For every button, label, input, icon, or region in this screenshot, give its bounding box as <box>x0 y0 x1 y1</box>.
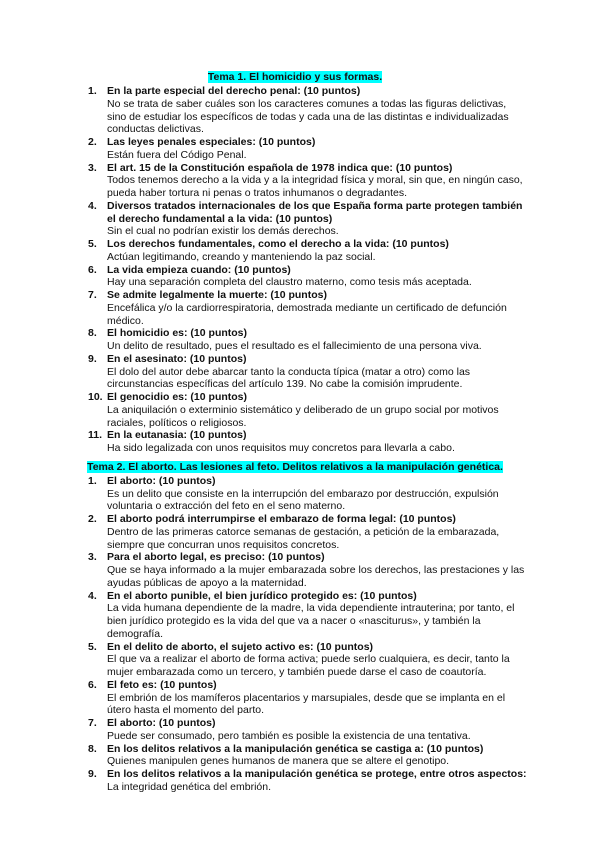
answer-text: El dolo del autor debe abarcar tanto la conducta típica (matar a otro) como las circunstancias específicas del artículo 139. No cabe la comisión imprudente. <box>107 365 471 391</box>
item-number: 2. <box>88 136 97 148</box>
item-number: 1. <box>88 85 97 97</box>
question-text: El genocidio es: (10 puntos) <box>107 391 248 403</box>
question-list-2 <box>88 475 528 794</box>
answer-text: Están fuera del Código Penal. <box>107 148 247 161</box>
list-item <box>88 238 528 264</box>
answer-text: Puede ser consumado, pero también es posible la existencia de una tentativa. <box>107 729 471 742</box>
question-text: El feto es: (10 puntos) <box>107 678 217 691</box>
question-text: En los delitos relativos a la manipulación genética se castiga a: (10 puntos) <box>107 742 484 755</box>
question-text: La vida empieza cuando: (10 puntos) <box>107 263 291 276</box>
question-list-1 <box>88 85 528 455</box>
section-title-2: Tema 2. El aborto. Las lesiones al feto. Delitos relativos a la manipulación genética. <box>87 460 503 473</box>
item-number: 7. <box>88 289 97 301</box>
item-number: 1. <box>88 474 97 487</box>
answer-text: Actúan legitimando, creando y manteniendo la paz social. <box>107 250 376 263</box>
item-number: 2. <box>88 513 97 525</box>
item-number: 9. <box>88 768 97 780</box>
answer-text: Es un delito que consiste en la interrupción del embarazo por destrucción, expulsión voluntaria o extracción del feto en el seno materno. <box>107 487 499 513</box>
question-text: El art. 15 de la Constitución española de 1978 indica que: (10 puntos) <box>107 161 453 174</box>
list-item <box>88 551 528 589</box>
item-number: 5. <box>88 238 97 250</box>
answer-text: La vida humana dependiente de la madre, la vida dependiente intrauterina; por tanto, el bien jurídico protegido es la vida del que va a nacer o «nasciturus», y también la demografía. <box>107 602 515 640</box>
section-title-1: Tema 1. El homicidio y sus formas. <box>207 71 383 83</box>
question-text: En el asesinato: (10 puntos) <box>107 352 247 365</box>
question-text: En la parte especial del derecho penal: (10 puntos) <box>107 85 361 97</box>
answer-text: No se trata de saber cuáles son los caracteres comunes a todas las figuras delictivas, sino de estudiar los específicos de todas y cada una de las distintas e individualizadas conductas delictivas. <box>107 97 509 136</box>
item-number: 4. <box>88 199 97 212</box>
answer-text: Encefálica y/o la cardiorrespiratoria, demostrada mediante un certificado de defunción médico. <box>107 301 507 327</box>
answer-text: Un delito de resultado, pues el resultado es el fallecimiento de una persona viva. <box>107 340 482 352</box>
item-number: 4. <box>88 589 97 602</box>
question-text: Las leyes penales especiales: (10 puntos) <box>107 136 316 148</box>
item-number: 7. <box>88 717 97 729</box>
list-item <box>88 353 528 391</box>
item-number: 6. <box>88 678 97 691</box>
question-text: En la eutanasia: (10 puntos) <box>107 429 247 442</box>
list-item <box>88 429 528 455</box>
item-number: 3. <box>88 551 97 564</box>
list-item <box>88 513 528 551</box>
question-text: En el delito de aborto, el sujeto activo es: (10 puntos) <box>107 640 374 653</box>
list-item <box>88 289 528 327</box>
item-number: 8. <box>88 327 97 340</box>
list-item <box>88 264 528 290</box>
item-number: 10. <box>88 391 103 403</box>
question-text: El aborto: (10 puntos) <box>107 717 216 729</box>
list-item <box>88 641 528 679</box>
item-number: 5. <box>88 640 97 653</box>
list-item <box>88 679 528 717</box>
item-number: 6. <box>88 263 97 276</box>
list-item <box>88 85 528 136</box>
answer-text: Que se haya informado a la mujer embarazada sobre los derechos, las prestaciones y las ayudas públicas de apoyo a la maternidad. <box>107 564 525 589</box>
answer-text: Sin el cual no podrían existir los demás derechos. <box>107 225 339 238</box>
answer-text: Dentro de las primeras catorce semanas de gestación, a petición de la embarazada, siempre que concurran unos requisitos concretos. <box>107 525 500 551</box>
item-number: 3. <box>88 161 97 174</box>
list-item <box>88 391 528 429</box>
question-text: Se admite legalmente la muerte: (10 puntos) <box>107 289 327 301</box>
answer-text: Quienes manipulen genes humanos de manera que se altere el genotipo. <box>107 755 450 768</box>
answer-text: La integridad genética del embrión. <box>107 780 272 793</box>
question-text: El aborto: (10 puntos) <box>107 474 216 487</box>
answer-text: Todos tenemos derecho a la vida y a la integridad física y moral, sin que, en ningún caso, pueda haber tortura ni penas o tratos inhumanos o degradantes. <box>107 174 523 199</box>
question-text: Para el aborto legal, es preciso: (10 puntos) <box>107 551 325 564</box>
item-number: 9. <box>88 352 97 365</box>
list-item <box>88 717 528 743</box>
question-text: Los derechos fundamentales, como el derecho a la vida: (10 puntos) <box>107 238 449 250</box>
question-text: El homicidio es: (10 puntos) <box>107 327 248 340</box>
question-text: Diversos tratados internacionales de los que España forma parte protegen también el derecho fundamental a la vida: (10 puntos) <box>107 199 523 225</box>
item-number: 11. <box>88 429 103 442</box>
list-item <box>88 200 528 238</box>
answer-text: El embrión de los mamíferos placentarios y marsupiales, desde que se implanta en el útero hasta el momento del parto. <box>107 691 506 717</box>
item-number: 8. <box>88 742 97 755</box>
answer-text: Hay una separación completa del claustro materno, como tesis más aceptada. <box>107 276 472 289</box>
list-item <box>88 136 528 162</box>
list-item <box>88 590 528 641</box>
answer-text: El que va a realizar el aborto de forma activa; puede serlo cualquiera, es decir, tanto la mujer embarazada como un tercero, y también puede darse el caso de coautoría. <box>107 653 510 678</box>
list-item <box>88 162 528 200</box>
question-text: En los delitos relativos a la manipulación genética se protege, entre otros aspectos: <box>107 768 527 780</box>
list-item <box>88 768 528 794</box>
question-text: En el aborto punible, el bien jurídico protegido es: (10 puntos) <box>107 589 417 602</box>
list-item <box>88 743 528 769</box>
question-text: El aborto podrá interrumpirse el embarazo de forma legal: (10 puntos) <box>107 513 456 525</box>
answer-text: Ha sido legalizada con unos requisitos muy concretos para llevarla a cabo. <box>107 442 455 454</box>
answer-text: La aniquilación o exterminio sistemático y deliberado de un grupo social por motivos raciales, políticos o religiosos. <box>107 403 499 429</box>
list-item <box>88 475 528 513</box>
list-item <box>88 327 528 353</box>
